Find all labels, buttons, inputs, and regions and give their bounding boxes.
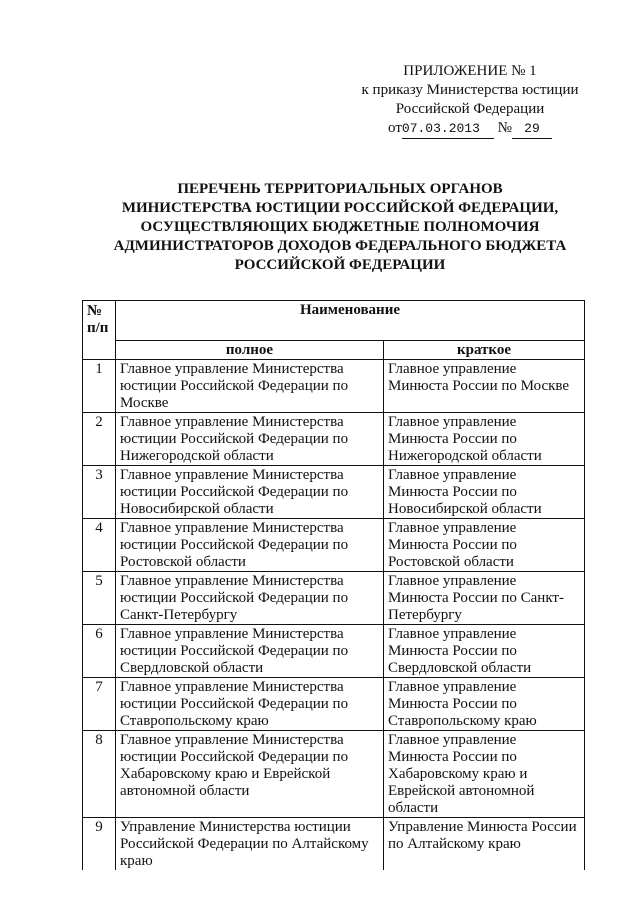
row-number: 1	[83, 360, 116, 413]
row-number: 6	[83, 625, 116, 678]
short-name-cell: Управление Минюста России по Алтайскому краю	[384, 818, 585, 871]
title-line: МИНИСТЕРСТВА ЮСТИЦИИ РОССИЙСКОЙ ФЕДЕРАЦИИ,	[121, 200, 559, 216]
appendix-label: ПРИЛОЖЕНИЕ № 1	[403, 63, 537, 79]
short-name-cell: Главное управление Минюста России по Новосибирской области	[384, 466, 585, 519]
header-num: № п/п	[83, 301, 116, 360]
order-date-line	[340, 119, 600, 139]
date-prefix: от	[388, 120, 402, 136]
table-row	[83, 678, 585, 731]
row-number: 2	[83, 413, 116, 466]
short-name-cell: Главное управление Минюста России по Свердловской области	[384, 625, 585, 678]
row-number: 5	[83, 572, 116, 625]
full-name-cell: Главное управление Министерства юстиции Российской Федерации по Санкт-Петербургу	[116, 572, 384, 625]
table-row	[83, 519, 585, 572]
short-name-cell: Главное управление Минюста России по Хабаровскому краю и Еврейской автономной области	[384, 731, 585, 818]
table-row	[83, 360, 585, 413]
full-name-cell: Главное управление Министерства юстиции Российской Федерации по Свердловской области	[116, 625, 384, 678]
full-name-cell: Главное управление Министерства юстиции Российской Федерации по Новосибирской области	[116, 466, 384, 519]
order-date: 07.03.2013	[402, 119, 494, 139]
header-short: краткое	[384, 341, 585, 360]
table-row	[83, 731, 585, 818]
organs-table	[82, 300, 585, 870]
table-row	[83, 625, 585, 678]
order-ref-2: Российской Федерации	[395, 101, 545, 117]
full-name-cell: Главное управление Министерства юстиции Российской Федерации по Хабаровскому краю и Еврейской автономной области	[116, 731, 384, 818]
header-name: Наименование	[116, 301, 585, 341]
number-prefix: №	[497, 120, 512, 136]
table-row	[83, 466, 585, 519]
full-name-cell: Главное управление Министерства юстиции Российской Федерации по Москве	[116, 360, 384, 413]
row-number: 7	[83, 678, 116, 731]
short-name-cell: Главное управление Минюста России по Москве	[384, 360, 585, 413]
table-row	[83, 818, 585, 871]
full-name-cell: Управление Министерства юстиции Российской Федерации по Алтайскому краю	[116, 818, 384, 871]
row-number: 8	[83, 731, 116, 818]
full-name-cell: Главное управление Министерства юстиции Российской Федерации по Ставропольскому краю	[116, 678, 384, 731]
document-title	[100, 180, 580, 275]
short-name-cell: Главное управление Минюста России по Ставропольскому краю	[384, 678, 585, 731]
table-row	[83, 413, 585, 466]
title-line: АДМИНИСТРАТОРОВ ДОХОДОВ ФЕДЕРАЛЬНОГО БЮДЖЕТА	[113, 238, 567, 254]
short-name-cell: Главное управление Минюста России по Санкт-Петербургу	[384, 572, 585, 625]
table-row	[83, 572, 585, 625]
title-line: ОСУЩЕСТВЛЯЮЩИХ БЮДЖЕТНЫЕ ПОЛНОМОЧИЯ	[140, 219, 540, 235]
row-number: 3	[83, 466, 116, 519]
short-name-cell: Главное управление Минюста России по Нижегородской области	[384, 413, 585, 466]
order-number: 29	[512, 119, 552, 139]
full-name-cell: Главное управление Министерства юстиции Российской Федерации по Ростовской области	[116, 519, 384, 572]
header-full: полное	[116, 341, 384, 360]
title-line: ПЕРЕЧЕНЬ ТЕРРИТОРИАЛЬНЫХ ОРГАНОВ	[177, 181, 503, 197]
appendix-header	[340, 62, 600, 139]
row-number: 9	[83, 818, 116, 871]
row-number: 4	[83, 519, 116, 572]
order-ref: к приказу Министерства юстиции	[361, 82, 579, 98]
full-name-cell: Главное управление Министерства юстиции Российской Федерации по Нижегородской области	[116, 413, 384, 466]
title-line: РОССИЙСКОЙ ФЕДЕРАЦИИ	[234, 257, 446, 273]
short-name-cell: Главное управление Минюста России по Ростовской области	[384, 519, 585, 572]
